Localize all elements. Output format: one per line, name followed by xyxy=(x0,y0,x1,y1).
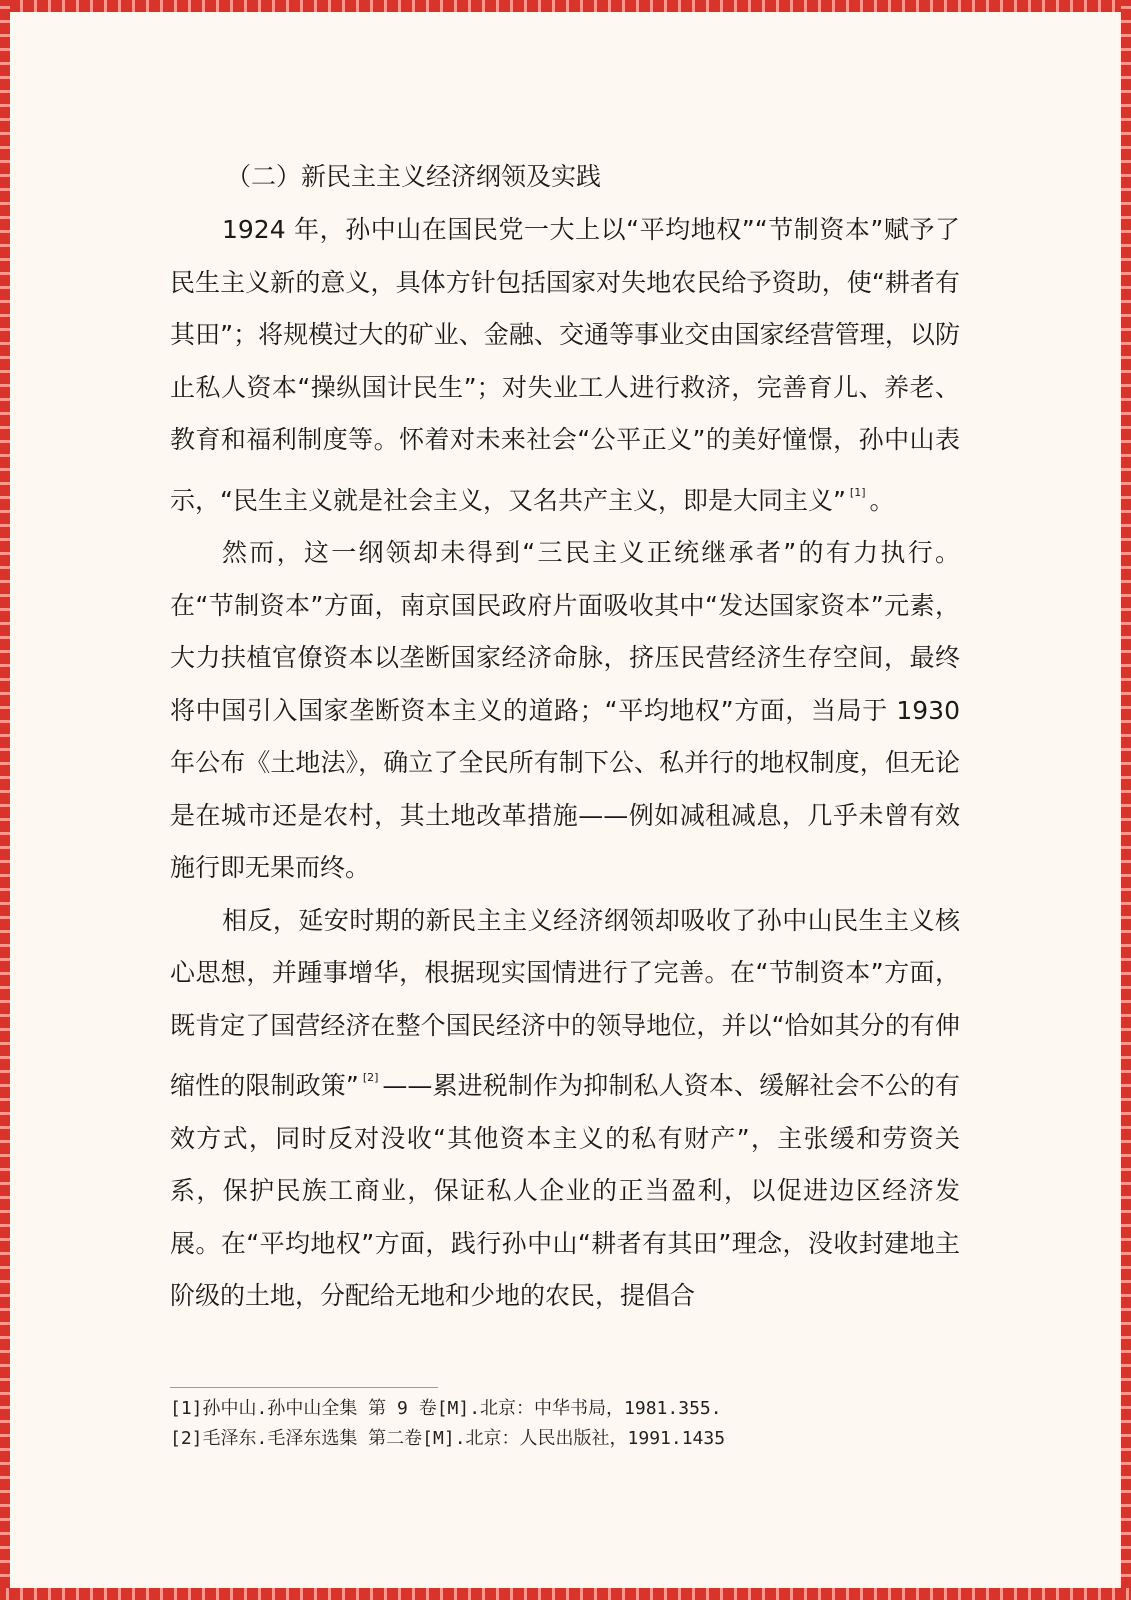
footnote-2: [2]毛泽东.毛泽东选集 第二卷[M].北京：人民出版社，1991.1435 xyxy=(170,1428,726,1449)
paragraph-1-text: 1924 年，孙中山在国民党一大上以“平均地权”“节制资本”赋予了民生主义新的意义，具体方针包括国家对失地农民给予资助，使“耕者有其田”；将规模过大的矿业、金融、交通等事业交由国家经营管理，以防止私人资本“操纵国计民生”；对失业工人进行救济，完善育儿、养老、教育和福利制度等。怀着对未来社会“公平正义”的美好憧憬，孙中山表示，“民生主义就是社会主义，又名共产主义，即是大同主义” xyxy=(170,215,960,515)
page-border-left xyxy=(0,0,10,1600)
footnote-1: [1]孙中山.孙中山全集 第 9 卷[M].北京：中华书局，1981.355. xyxy=(170,1398,722,1419)
paragraph-3 xyxy=(170,895,960,1323)
footnote-separator xyxy=(170,1387,438,1388)
paragraph-3-end: ——累进税制作为抑制私人资本、缓解社会不公的有效方式，同时反对没收“其他资本主义的私有财产”，主张缓和劳资关系，保护民族工商业，保证私人企业的正当盈利，以促进边区经济发展。在“平均地权”方面，践行孙中山“耕者有其田”理念，没收封建地主阶级的土地，分配给无地和少地的农民，提倡合 xyxy=(170,1071,960,1310)
footnote-ref-1[interactable]: [1] xyxy=(849,485,866,499)
paragraph-2: 然而，这一纲领却未得到“三民主义正统继承者”的有力执行。在“节制资本”方面，南京国民政府片面吸收其中“发达国家资本”元素，大力扶植官僚资本以垄断国家经济命脉，挤压民营经济生存空间，最终将中国引入国家垄断资本主义的道路；“平均地权”方面，当局于 1930 年公布《土地法》，确立了全民所有制下公、私并行的地权制度，但无论是在城市还是农村，其土地改革措施——例如减租减息，几乎未曾有效施行即无果而终。 xyxy=(170,538,960,882)
paragraph-1-end: 。 xyxy=(869,485,895,515)
paragraph-1 xyxy=(170,204,960,527)
page-border-right xyxy=(1121,0,1131,1600)
paragraph-3-text: 相反，延安时期的新民主主义经济纲领却吸收了孙中山民生主义核心思想，并踵事增华，根据现实国情进行了完善。在“节制资本”方面，既肯定了国营经济在整个国民经济中的领导地位，并以“恰如其分的有伸缩性的限制政策” xyxy=(170,905,960,1100)
section-heading: （二）新民主主义经济纲领及实践 xyxy=(226,162,602,191)
footnotes xyxy=(170,1394,960,1454)
page-border-top xyxy=(0,0,1131,12)
document-body xyxy=(170,150,960,1323)
page-border-bottom xyxy=(0,1588,1131,1600)
footnote-ref-2[interactable]: [2] xyxy=(362,1071,379,1084)
